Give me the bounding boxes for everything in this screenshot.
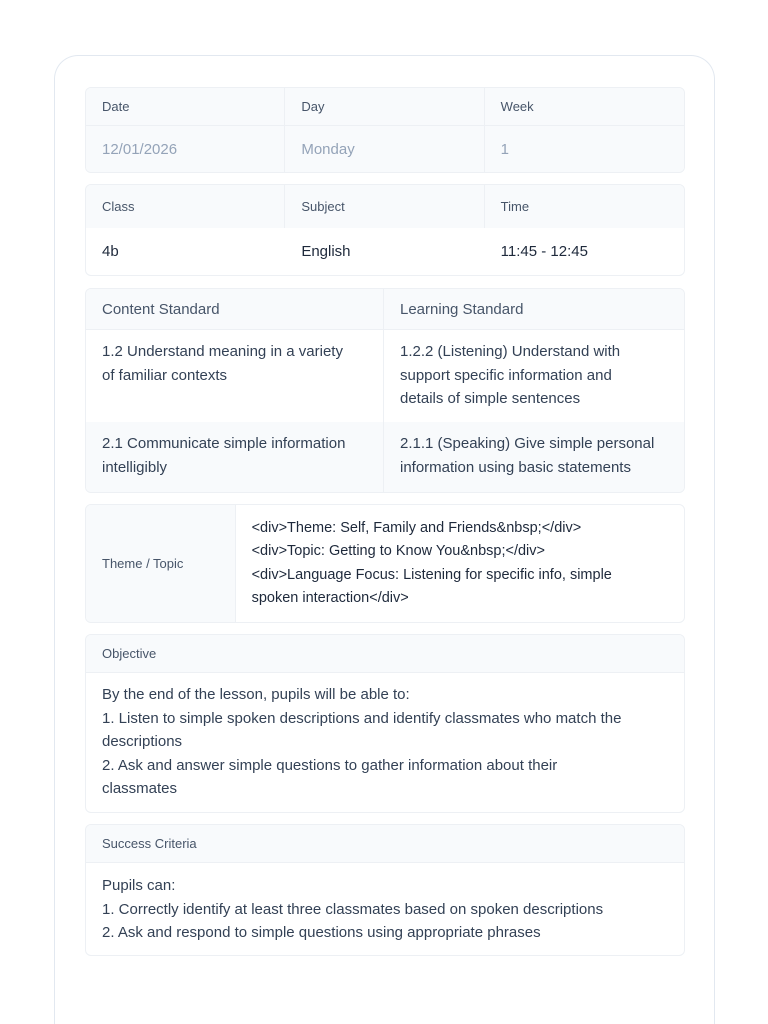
objective-table <box>85 634 685 813</box>
success-criteria-label: Success Criteria <box>102 836 197 851</box>
content-standard-header: Content Standard <box>86 289 384 329</box>
content-standard-1: 1.2 Understand meaning in a variety of familiar contexts <box>86 330 384 422</box>
objective-content: By the end of the lesson, pupils will be able to: 1. Listen to simple spoken descriptions and identify classmates who match the descriptions 2. Ask and answer simple questions to gather information about their classmates <box>102 686 622 797</box>
theme-label: Theme / Topic <box>86 505 236 622</box>
class-header: Class <box>86 185 285 228</box>
class-value: 4b <box>102 243 119 260</box>
subject-value: English <box>301 243 351 260</box>
standards-table <box>85 288 685 493</box>
day-header: Day <box>285 88 484 125</box>
day-value: Monday <box>285 126 484 172</box>
theme-content: <div>Theme: Self, Family and Friends&nbsp;</div> <div>Topic: Getting to Know You&nbsp;</div> <div>Language Focus: Listening for specific info, simple spoken interaction</div> <box>251 519 612 606</box>
week-value: 1 <box>500 140 509 158</box>
success-criteria-table <box>85 824 685 956</box>
time-value: 11:45 - 12:45 <box>500 243 588 260</box>
content-standard-2: 2.1 Communicate simple information intelligibly <box>86 422 384 492</box>
date-table <box>85 87 685 173</box>
date-value: 12/01/2026 <box>86 126 285 172</box>
date-header: Date <box>86 88 285 125</box>
week-header: Week <box>500 99 534 114</box>
learning-standard-1: 1.2.2 (Listening) Understand with support specific information and details of simple sentences <box>400 343 621 407</box>
theme-table <box>85 504 685 623</box>
class-table <box>85 184 685 276</box>
objective-label: Objective <box>102 646 157 661</box>
time-header: Time <box>500 199 530 214</box>
learning-standard-header: Learning Standard <box>400 300 524 318</box>
success-criteria-content: Pupils can: 1. Correctly identify at least three classmates based on spoken descriptions 2. Ask and respond to simple questions using appropriate phrases <box>102 877 604 941</box>
subject-header: Subject <box>285 185 484 228</box>
learning-standard-2: 2.1.1 (Speaking) Give simple personal information using basic statements <box>400 435 655 476</box>
